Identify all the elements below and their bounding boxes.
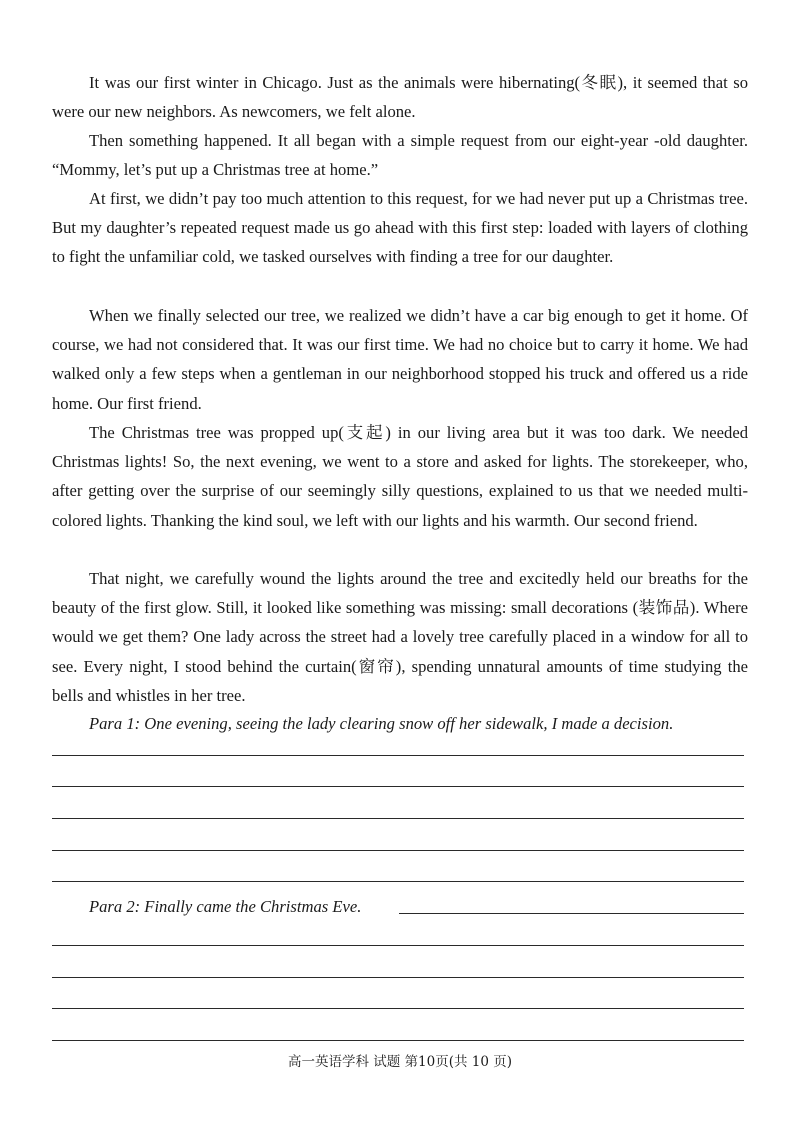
answer-line[interactable] xyxy=(52,945,744,946)
answer-line[interactable] xyxy=(52,881,744,882)
passage-paragraph-1: It was our first winter in Chicago. Just as the animals were hibernating(冬眠), it seemed that so were our new neighbors. As newcomers, we felt alone. xyxy=(52,73,748,122)
answer-line[interactable] xyxy=(52,1008,744,1009)
passage-paragraph-3: At first, we didn’t pay too much attention to this request, for we had never put up a Christmas tree. But my daughter’s repeated request made us go ahead with this first step: loaded with layers of clothing to fight the unfamiliar cold, we tasked ourselves with finding a tree for our daughter. xyxy=(52,189,748,267)
answer-line[interactable] xyxy=(52,786,744,787)
passage-paragraph-4: When we finally selected our tree, we realized we didn’t have a car big enough to get it home. Of course, we had not considered that. It was our first time. We had no choice but to carry it home. We had walked only a few steps when a gentleman in our neighborhood stopped his truck and offered us a ride home. Our first friend. xyxy=(52,306,748,413)
passage-paragraph-5: The Christmas tree was propped up(支起) in our living area but it was too dark. We needed Christmas lights! So, the next evening, we went to a store and asked for lights. The storekeeper, who, after getting over the surprise of our seemingly silly questions, explained to us that we needed multi-colored lights. Thanking the kind soul, we left with our lights and his warmth. Our second friend. xyxy=(52,423,748,530)
passage-paragraph-6: That night, we carefully wound the lights around the tree and excitedly held our breaths for the beauty of the first glow. Still, it looked like something was missing: small decorations (装饰品). Where would we get them? One lady across the street had a lovely tree carefully placed in a window for all to see. Every night, I stood behind the curtain(窗帘), spending unnatural amounts of time studying the bells and whistles in her tree. xyxy=(52,569,748,705)
para1-prompt: Para 1: One evening, seeing the lady clearing snow off her sidewalk, I made a decision. xyxy=(89,714,674,733)
answer-line[interactable] xyxy=(399,913,744,914)
answer-line[interactable] xyxy=(52,818,744,819)
answer-line[interactable] xyxy=(52,977,744,978)
page-footer: 高一英语学科 试题 第10页(共 10 页) xyxy=(287,1054,513,1070)
answer-line[interactable] xyxy=(52,1040,744,1041)
answer-line[interactable] xyxy=(52,755,744,756)
passage-paragraph-2: Then something happened. It all began with a simple request from our eight-year -old daughter. “Mommy, let’s put up a Christmas tree at home.” xyxy=(52,131,748,180)
para2-prompt: Para 2: Finally came the Christmas Eve. xyxy=(89,897,362,916)
answer-line[interactable] xyxy=(52,850,744,851)
